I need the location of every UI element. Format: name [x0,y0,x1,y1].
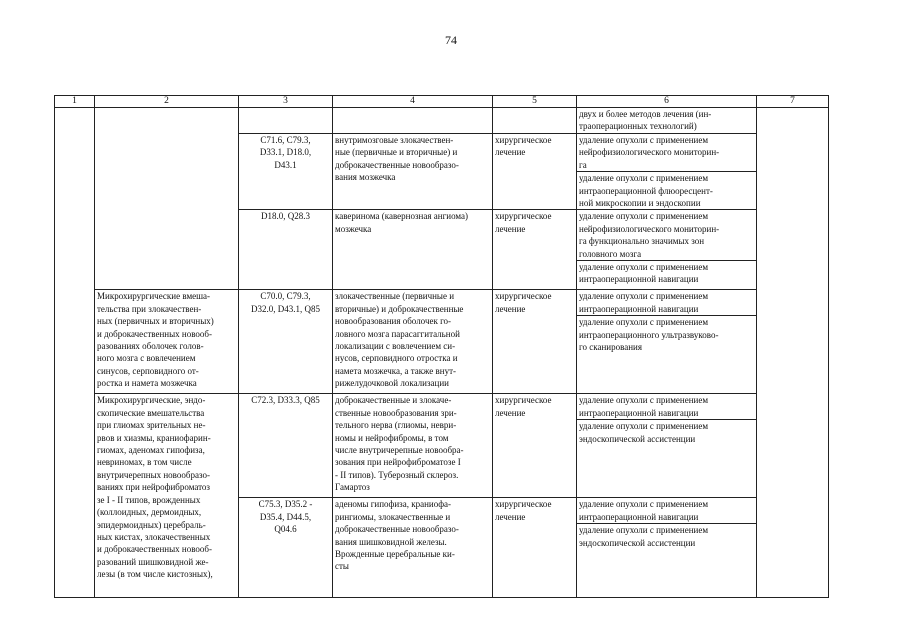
table-row [55,290,829,394]
method-text: удаление опухоли с применением интраоперационной навигации [579,395,709,418]
icd-code-text: C75.3, D35.2 - D35.4, D44.5, Q04.6 [258,499,313,535]
method-cell [577,290,757,394]
treatment-type-cell [493,134,577,210]
method-text: двух и более методов лечения (ин- траоперационных технологий) [579,109,712,132]
table-cell-empty [333,108,493,134]
table-row [55,394,829,498]
procedures-table [54,95,829,598]
table-cell-empty [757,108,829,598]
treatment-type-text: хирургическое лечение [495,291,552,314]
method-text: удаление опухоли с применением интраоперационной навигации [577,260,756,286]
method-text: удаление опухоли с применением эндоскопической ассистенции [577,419,756,445]
diagnosis-text: аденомы гипофиза, краниофа- рингиомы, злокачественные и доброкачественные новообразо- вания шишковидной железы. Врожденные церебральные ки- сты [335,499,459,572]
table-row [55,108,829,134]
icd-code-text: C70.0, C79.3, D32.0, D43.1, Q85 [251,291,320,314]
icd-code-text: D18.0, Q28.3 [261,211,310,222]
treatment-type-text: хирургическое лечение [495,135,552,158]
header-row [55,96,829,108]
intervention-text: Микрохирургические, эндо- скопические вмешательства при глиомах зрительных не- рвов и хиазмы, краниофарин- гиомах, аденомах гипофиза, невриномах, в том числе внутричерепных новообразо- ваниях при нейрофиброматоз зе I - II типов, врожденных (коллоидных, дермоидных, эпидермоидных) церебраль- ных кистах, злокачественных и доброкачественных новооб- разований шишковидной же- лезы (в том числе кистозных), [97,395,213,580]
icd-code-cell [239,134,333,210]
method-text: удаление опухоли с применением интраоперационной навигации [579,499,709,522]
header-cell-4: 4 [333,96,493,108]
method-cell [577,394,757,498]
icd-code-cell [239,210,333,290]
method-cell [577,498,757,598]
method-text: удаление опухоли с применением нейрофизиологического мониторин- га функционально значимых зон головного мозга [579,211,720,259]
header-cell-7: 7 [757,96,829,108]
treatment-type-cell [493,210,577,290]
page-number: 74 [445,33,457,47]
icd-code-cell [239,498,333,598]
table-cell-empty [239,108,333,134]
method-cell [577,108,757,134]
diagnosis-text: каверинома (кавернозная ангиома) мозжечка [335,211,469,234]
method-cell [577,210,757,290]
treatment-type-cell [493,498,577,598]
treatment-type-cell [493,290,577,394]
treatment-type-text: хирургическое лечение [495,395,552,418]
diagnosis-cell [333,498,493,598]
method-text: удаление опухоли с применением интраоперационной навигации [579,291,709,314]
method-text: удаление опухоли с применением интраоперационной флюоресцент- ной микроскопии и эндоскопии [577,171,756,209]
method-cell [577,134,757,210]
treatment-type-cell [493,394,577,498]
header-cell-5: 5 [493,96,577,108]
treatment-type-text: хирургическое лечение [495,211,552,234]
diagnosis-cell [333,210,493,290]
header-cell-2: 2 [95,96,239,108]
table-cell-empty [95,108,239,290]
treatment-type-text: хирургическое лечение [495,499,552,522]
icd-code-cell [239,290,333,394]
icd-code-text: C72.3, D33.3, Q85 [251,395,320,406]
diagnosis-text: внутримозговые злокачествен- ные (первичные и вторичные) и доброкачественные новообразо- вания мозжечка [335,135,459,183]
diagnosis-text: доброкачественные и злокаче- ственные новообразования зри- тельного нерва (глиомы, неври- номы и нейрофибромы, в том числе внутричерепные новообра- зования при нейрофиброматозе I - II типов). Туберозный склероз. Гамартоз [335,395,464,493]
diagnosis-cell [333,290,493,394]
method-text: удаление опухоли с применением нейрофизиологического мониторин- га [579,135,720,170]
method-text: удаление опухоли с применением эндоскопической ассистенции [577,523,756,549]
diagnosis-cell [333,134,493,210]
intervention-cell [95,290,239,394]
header-cell-1: 1 [55,96,95,108]
intervention-text: Микрохирургические вмеша- тельства при злокачествен- ных (первичных и вторичных) и доброкачественных новооб- разованиях оболочек голов- ного мозга с вовлечением синусов, серповидного от- ростка и намета мозжечка [97,291,214,389]
icd-code-cell [239,394,333,498]
table-cell-empty [493,108,577,134]
header-cell-3: 3 [239,96,333,108]
diagnosis-text: злокачественные (первичные и вторичные) и доброкачественные новообразования оболочек го- ловного мозга парасаггитальной локализации с вовлечением си- нусов, серповидного отростка и намета мозжечка, а также внут- рижелудочковой локализации [335,291,464,389]
diagnosis-cell [333,394,493,498]
intervention-cell [95,394,239,598]
icd-code-text: C71.6, C79.3, D33.1, D18.0, D43.1 [259,135,312,170]
header-cell-6: 6 [577,96,757,108]
method-text: удаление опухоли с применением интраоперационного ультразвуково- го сканирования [577,315,756,353]
table-cell-empty [55,108,95,598]
